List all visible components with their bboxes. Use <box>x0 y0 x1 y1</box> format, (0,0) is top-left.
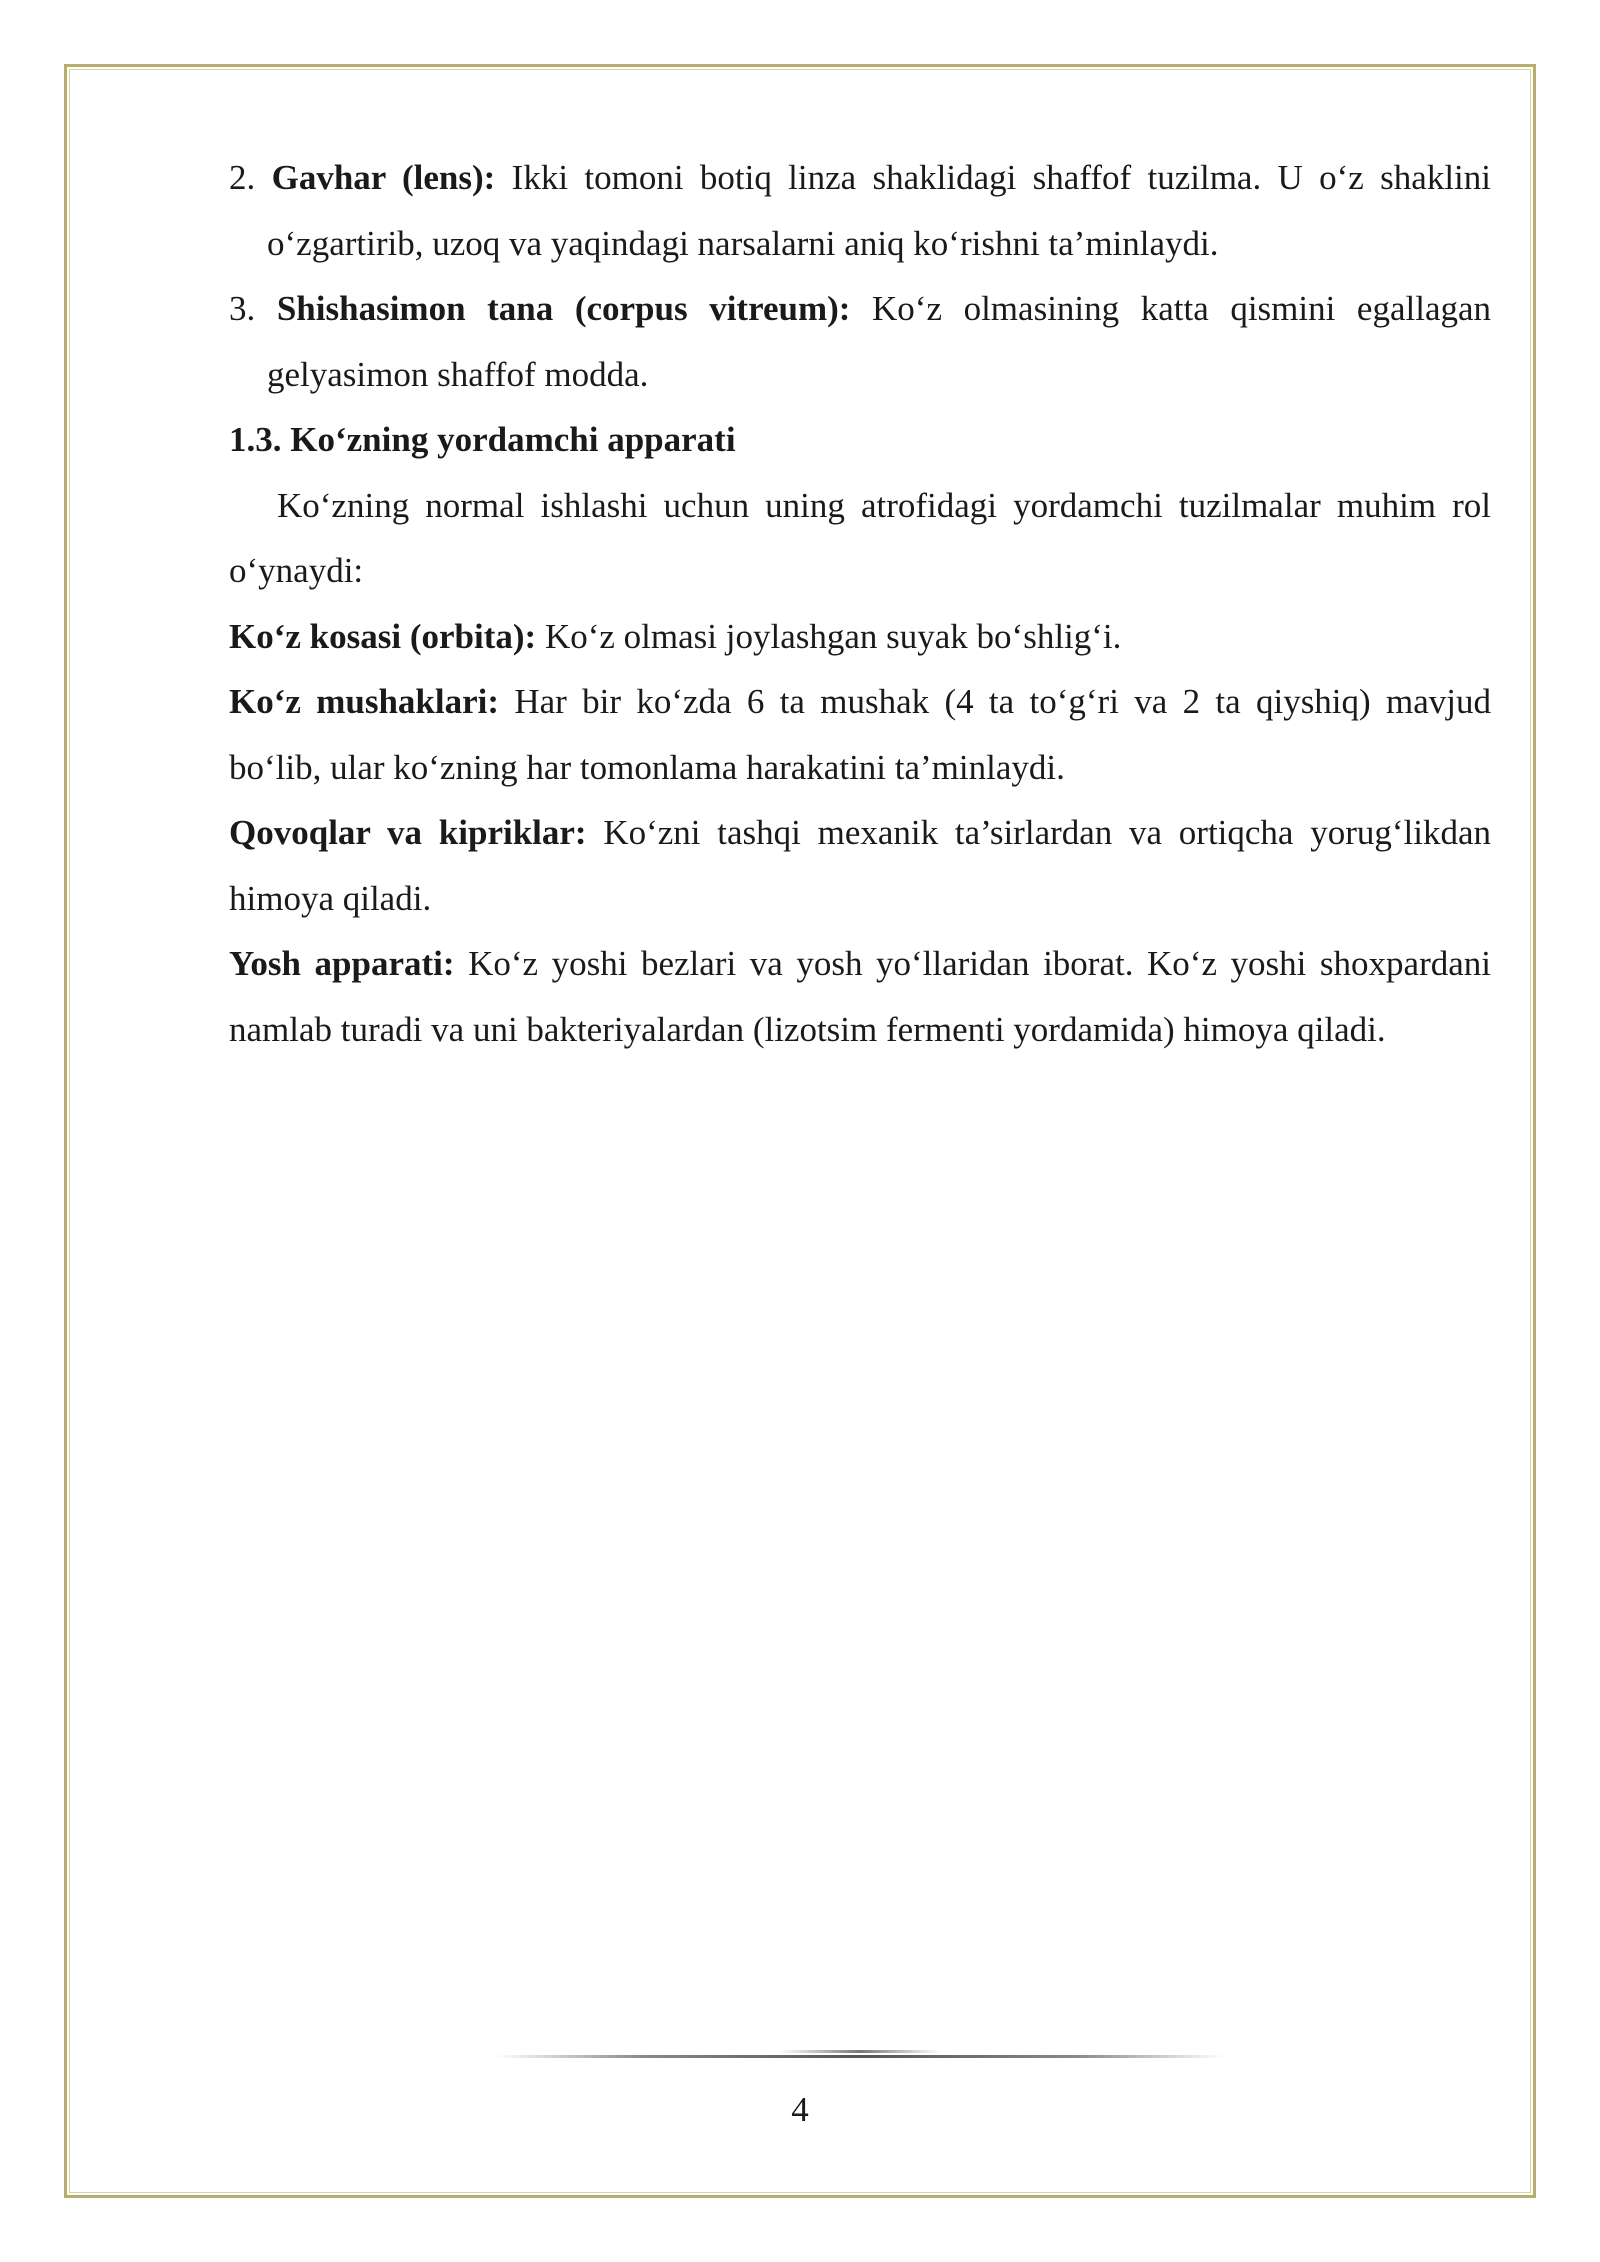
list-number: 3. <box>229 289 277 328</box>
definition-orbita <box>229 604 1491 670</box>
definition-eyelids <box>229 800 1491 931</box>
term-muscles: Ko‘z mushaklari: <box>229 682 500 721</box>
term-lacrimal: Yosh apparati: <box>229 944 455 983</box>
definition-vitreous: Ko‘z olmasining katta qismini egallagan gelyasimon shaffof modda. <box>267 289 1492 394</box>
text-orbita: Ko‘z olmasi joylashgan suyak bo‘shlig‘i. <box>536 616 1122 656</box>
term-lens: Gavhar (lens): <box>271 158 496 197</box>
definition-muscles <box>229 669 1491 800</box>
list-item-vitreous <box>229 276 1491 407</box>
term-vitreous: Shishasimon tana (corpus vitreum): <box>276 289 851 328</box>
section-intro: Ko‘zning normal ishlashi uchun uning atrofidagi yordamchi tuzilmalar muhim rol o‘ynaydi: <box>229 485 1491 590</box>
text-lacrimal: Ko‘z yoshi bezlari va yosh yo‘llaridan iborat. Ko‘z yoshi shoxpardani namlab turadi va uni bakteriyalardan (lizotsim fermenti yordamida) himoya qiladi. <box>229 944 1491 1049</box>
document-body <box>229 145 1491 1062</box>
definition-lacrimal <box>229 931 1491 1062</box>
footer-divider-accent <box>780 2050 940 2053</box>
section-heading: 1.3. Ko‘zning yordamchi apparati <box>229 420 736 459</box>
text-eyelids: Ko‘zni tashqi mexanik ta’sirlardan va ortiqcha yorug‘likdan himoya qiladi. <box>229 813 1492 918</box>
footer-divider <box>495 2055 1225 2058</box>
list-number: 2. <box>229 158 272 197</box>
definition-lens: Ikki tomoni botiq linza shaklidagi shaffof tuzilma. U o‘z shaklini o‘zgartirib, uzoq va yaqindagi narsalarni aniq ko‘rishni ta’minlaydi. <box>267 158 1492 263</box>
list-item-lens <box>229 145 1491 276</box>
page-number: 4 <box>791 2090 809 2129</box>
text-muscles: Har bir ko‘zda 6 ta mushak (4 ta to‘g‘ri va 2 ta qiyshiq) mavjud bo‘lib, ular ko‘zning har tomonlama harakatini ta’minlaydi. <box>229 682 1491 787</box>
term-eyelids: Qovoqlar va kipriklar: <box>229 813 587 852</box>
term-orbita: Ko‘z kosasi (orbita): <box>229 616 537 656</box>
